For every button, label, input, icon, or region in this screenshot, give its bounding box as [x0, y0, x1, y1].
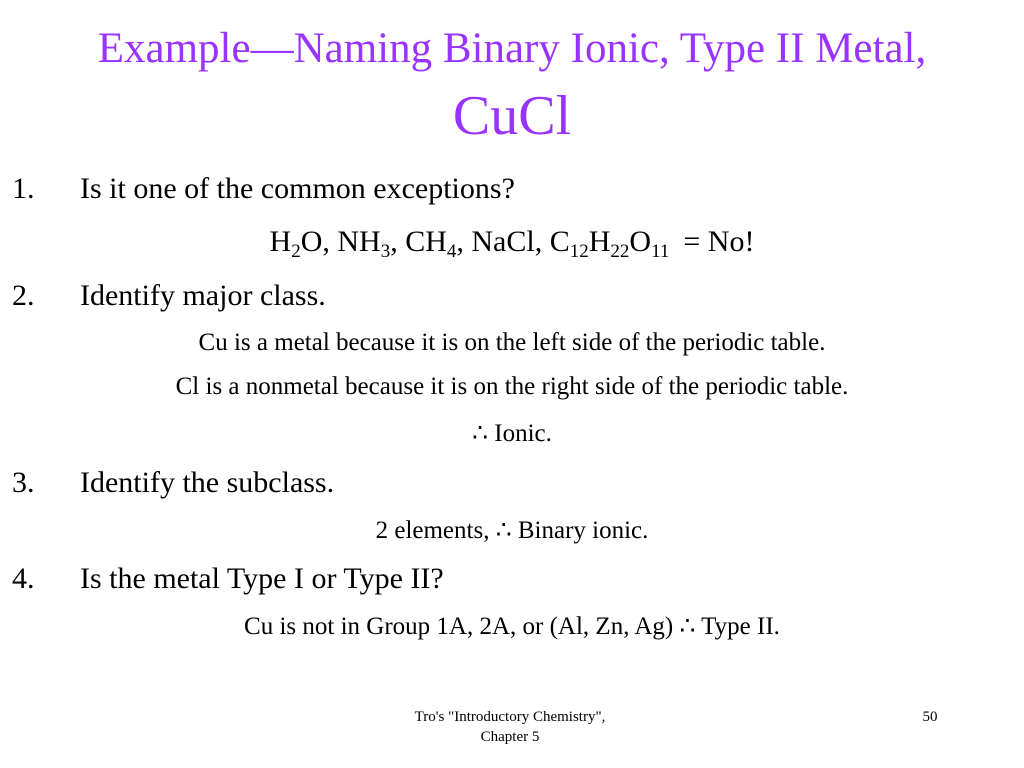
footer-source: [360, 707, 660, 748]
slide-title-line1: Example—Naming Binary Ionic, Type II Metal,: [97, 25, 927, 72]
step-1-text: Is it one of the common exceptions?: [80, 172, 515, 205]
footer-line1: Tro's "Introductory Chemistry",: [414, 709, 606, 725]
step-2-text: Identify major class.: [80, 279, 326, 312]
step-3-text: Identify the subclass.: [80, 466, 335, 499]
formula-nacl-c: , NaCl, C: [456, 225, 570, 258]
page-number: 50: [922, 709, 938, 725]
exceptions-formula: [0, 225, 1024, 262]
formula-c12-sub: 12: [569, 241, 589, 262]
formula-ch4-sub: 4: [446, 241, 457, 262]
formula-nh3-sub: 3: [380, 241, 391, 262]
step-2-number: 2.: [12, 279, 35, 312]
step-4-number: 4.: [12, 562, 35, 595]
step-1-number: 1.: [12, 172, 35, 205]
formula-o: O: [629, 225, 652, 258]
step-2-detail-nonmetal: Cl is a nonmetal because it is on the right side of the periodic table.: [175, 373, 849, 400]
slide-title-line2: CuCl: [452, 85, 572, 147]
step-4-detail: Cu is not in Group 1A, 2A, or (Al, Zn, Ag) ∴ Type II.: [244, 613, 780, 640]
footer-line2: Chapter 5: [480, 729, 540, 746]
formula-h22-sub: 22: [610, 241, 630, 262]
step-2-conclusion: ∴ Ionic.: [472, 420, 552, 447]
formula-h2o-h: H: [269, 225, 292, 258]
formula-nh3: O, NH: [300, 225, 381, 258]
formula-result: = No!: [683, 225, 755, 258]
formula-ch4: , CH: [390, 225, 447, 258]
step-4-text: Is the metal Type I or Type II?: [80, 562, 444, 595]
step-3-number: 3.: [12, 466, 35, 499]
formula-o11-sub: 11: [651, 241, 670, 262]
formula-h: H: [588, 225, 611, 258]
step-2-detail-metal: Cu is a metal because it is on the left side of the periodic table.: [198, 329, 826, 356]
step-3-detail: 2 elements, ∴ Binary ionic.: [375, 517, 649, 544]
formula-h2o-sub: 2: [291, 241, 301, 262]
